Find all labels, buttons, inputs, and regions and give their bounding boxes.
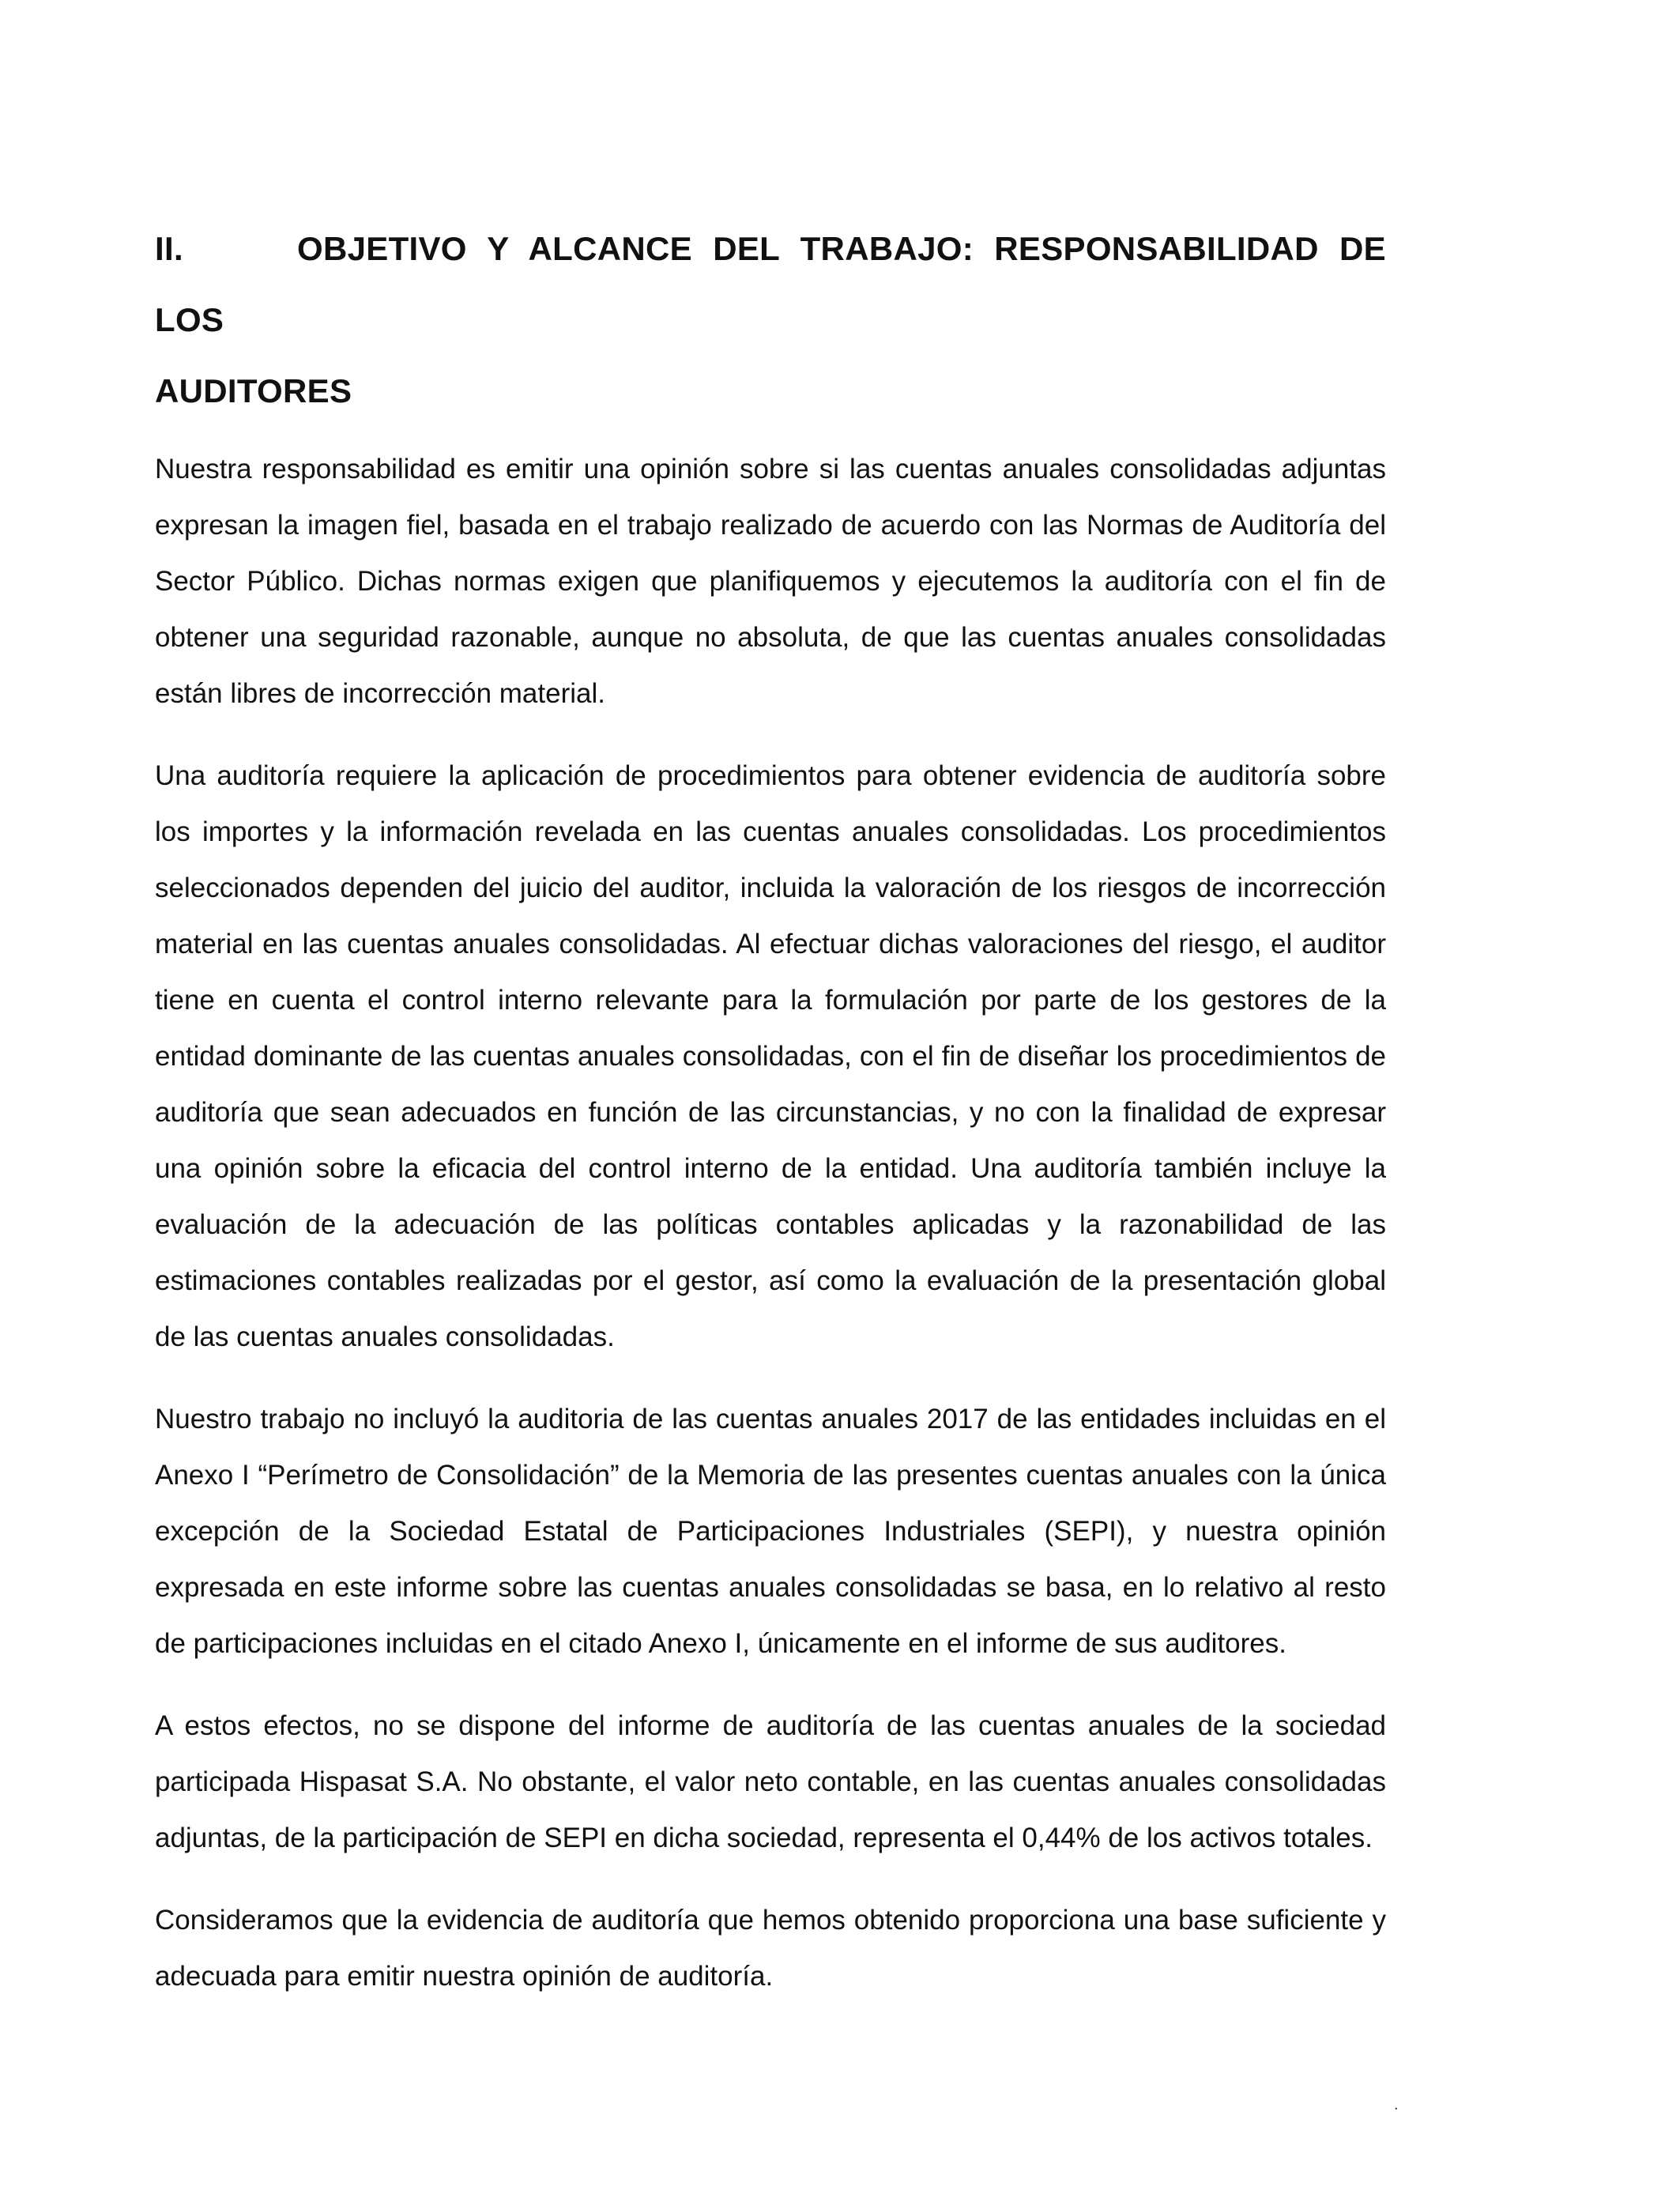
section-heading-line1 [155, 213, 1386, 356]
footer-mark: . [1394, 2096, 1399, 2113]
section-heading [155, 213, 1386, 427]
section-number: II. [155, 230, 183, 267]
section-title-line2: AUDITORES [155, 372, 352, 409]
section-title-line1: OBJETIVO Y ALCANCE DEL TRABAJO: RESPONSABILIDAD DE LOS [155, 230, 1386, 338]
paragraph-procedimientos: Una auditoría requiere la aplicación de procedimientos para obtener evidencia de auditoría sobre los importes y la información revelada en las cuentas anuales consolidadas. Los procedimientos seleccionados dependen del juicio del auditor, incluida la valoración de los riesgos de incorrección material en las cuentas anuales consolidadas. Al efectuar dichas valoraciones del riesgo, el auditor tiene en cuenta el control interno relevante para la formulación por parte de los gestores de la entidad dominante de las cuentas anuales consolidadas, con el fin de diseñar los procedimientos de auditoría que sean adecuados en función de las circunstancias, y no con la finalidad de expresar una opinión sobre la eficacia del control interno de la entidad. Una auditoría también incluye la evaluación de la adecuación de las políticas contables aplicadas y la razonabilidad de las estimaciones contables realizadas por el gestor, así como la evaluación de la presentación global de las cuentas anuales consolidadas. [155, 760, 1386, 1352]
paragraph-hispasat: A estos efectos, no se dispone del informe de auditoría de las cuentas anuales de la sociedad participada Hispasat S.A. No obstante, el valor neto contable, en las cuentas anuales consolidadas adjuntas, de la participación de SEPI en dicha sociedad, representa el 0,44% de los activos totales. [155, 1710, 1386, 1853]
paragraph-alcance: Nuestro trabajo no incluyó la auditoria de las cuentas anuales 2017 de las entidades incluidas en el Anexo I “Perímetro de Consolidación” de la Memoria de las presentes cuentas anuales con la única excepción de la Sociedad Estatal de Participaciones Industriales (SEPI), y nuestra opinión expresada en este informe sobre las cuentas anuales consolidadas se basa, en lo relativo al resto de participaciones incluidas en el citado Anexo I, únicamente en el informe de sus auditores. [155, 1404, 1386, 1659]
paragraph-responsabilidad: Nuestra responsabilidad es emitir una opinión sobre si las cuentas anuales consolidadas adjuntas expresan la imagen fiel, basada en el trabajo realizado de acuerdo con las Normas de Auditoría del Sector Público. Dichas normas exigen que planifiquemos y ejecutemos la auditoría con el fin de obtener una seguridad razonable, aunque no absoluta, de que las cuentas anuales consolidadas están libres de incorrección material. [155, 454, 1386, 709]
document-page [155, 213, 1386, 2030]
paragraph-conclusion: Consideramos que la evidencia de auditoría que hemos obtenido proporciona una base suficiente y adecuada para emitir nuestra opinión de auditoría. [155, 1905, 1386, 1992]
